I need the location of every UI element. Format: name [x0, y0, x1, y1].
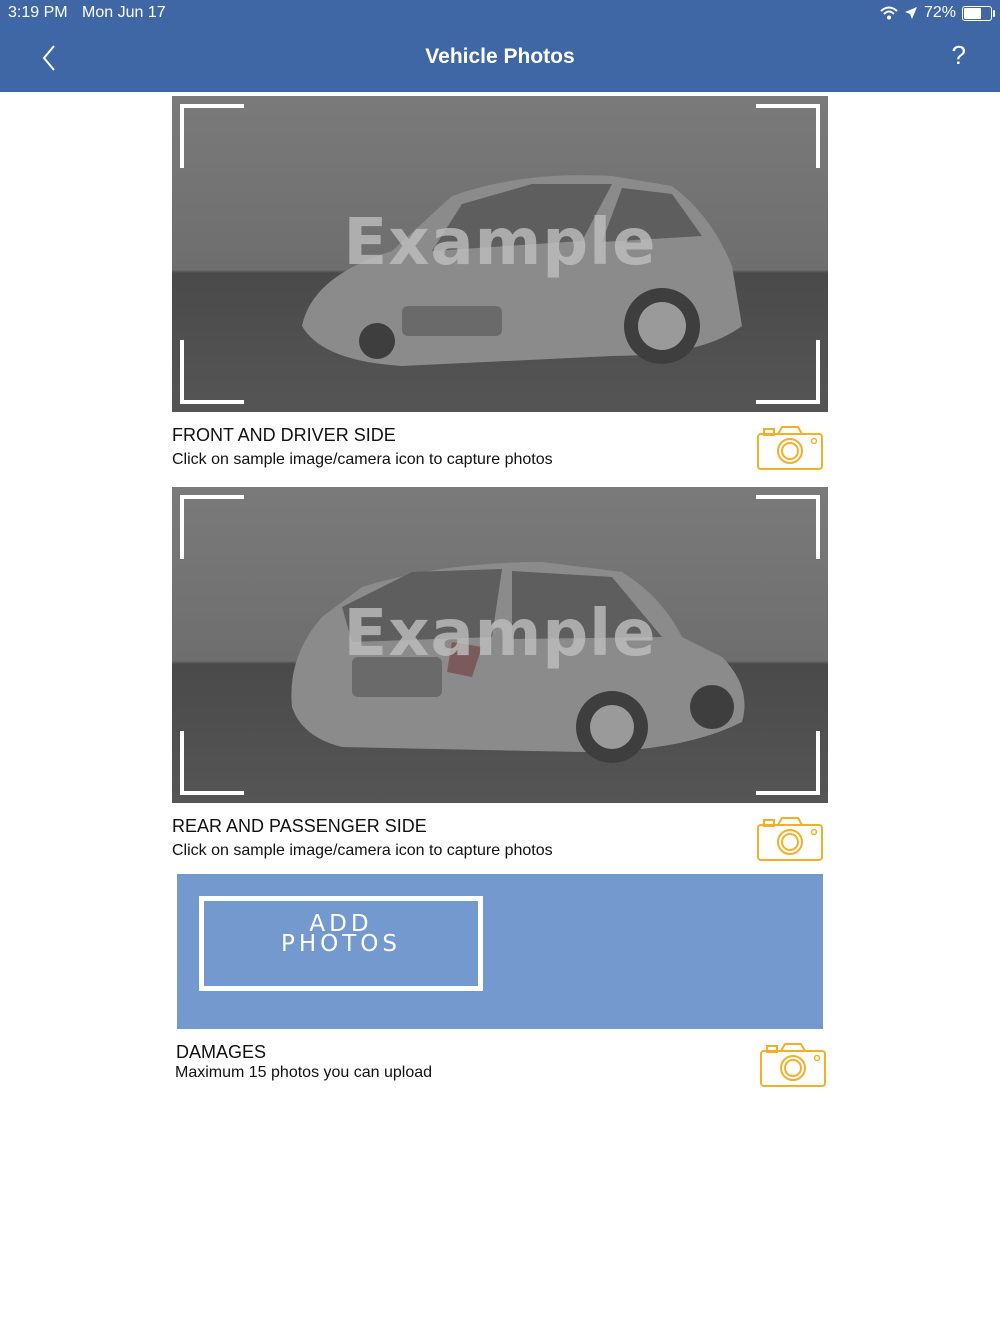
- app-header: [0, 0, 1000, 92]
- frame-corner: [180, 495, 244, 559]
- status-date: Mon Jun 17: [82, 4, 166, 21]
- section-title-damages: DAMAGES: [176, 1042, 267, 1062]
- add-photos-button[interactable]: [199, 896, 483, 991]
- damages-photo-area: [177, 874, 823, 1029]
- frame-corner: [756, 495, 820, 559]
- battery-icon: [962, 6, 992, 21]
- frame-corner: [756, 731, 820, 795]
- frame-corner: [180, 731, 244, 795]
- add-photos-line1: ADD: [309, 911, 373, 937]
- camera-icon[interactable]: [756, 815, 824, 863]
- section-subtitle-front: Click on sample image/camera icon to capture photos: [172, 451, 553, 468]
- status-indicators: [880, 4, 992, 22]
- location-icon: [904, 6, 918, 20]
- frame-corner: [756, 104, 820, 168]
- frame-corner: [180, 104, 244, 168]
- status-time: 3:19 PM: [8, 4, 68, 21]
- wifi-icon: [880, 6, 898, 20]
- example-watermark: Example: [343, 206, 657, 280]
- section-title-front: FRONT AND DRIVER SIDE: [172, 425, 396, 445]
- add-photos-line2: PHOTOS: [280, 931, 402, 957]
- frame-corner: [180, 340, 244, 404]
- battery-percent: 72%: [923, 4, 956, 21]
- camera-icon[interactable]: [756, 424, 824, 472]
- sample-image-rear[interactable]: [172, 487, 828, 803]
- camera-icon[interactable]: [759, 1041, 827, 1089]
- help-button[interactable]: ?: [951, 40, 966, 70]
- section-title-rear: REAR AND PASSENGER SIDE: [172, 816, 427, 836]
- section-subtitle-damages: Maximum 15 photos you can upload: [175, 1064, 433, 1081]
- section-subtitle-rear: Click on sample image/camera icon to capture photos: [172, 842, 553, 859]
- page-title: Vehicle Photos: [425, 45, 575, 68]
- example-watermark: Example: [343, 597, 657, 671]
- sample-image-front[interactable]: [172, 96, 828, 412]
- frame-corner: [756, 340, 820, 404]
